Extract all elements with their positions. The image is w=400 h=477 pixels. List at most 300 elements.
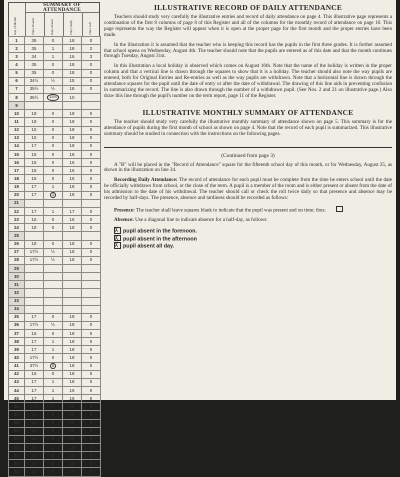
day-cell: 22	[9, 207, 25, 215]
value-cell: 17	[25, 191, 44, 199]
value-cell: 0	[82, 126, 101, 134]
value-cell: 0	[44, 419, 63, 427]
table-row	[9, 264, 101, 272]
continued-label: (Continued from page 3)	[221, 152, 275, 159]
value-cell: 0	[44, 175, 63, 183]
value-cell: 0	[44, 224, 63, 232]
day-cell: 19	[9, 183, 25, 191]
day-cell: 1	[9, 37, 25, 45]
continued-paragraph-1: A "B" will be placed in the "Record of Attendance" square for the fifteenth school day of this month, or for Wednesday, August 25, as shown in the illustration on line 34.	[104, 161, 392, 174]
day-cell: 28	[9, 256, 25, 264]
day-cell: 27	[9, 248, 25, 256]
table-row	[9, 289, 101, 297]
day-cell: 40	[9, 354, 25, 362]
day-cell: 32	[9, 289, 25, 297]
value-cell	[63, 273, 82, 281]
day-cell: 44	[9, 387, 25, 395]
header-present: Days Present	[31, 18, 35, 35]
value-cell	[25, 297, 44, 305]
table-row	[9, 150, 101, 158]
value-cell	[63, 102, 82, 110]
table-row	[9, 134, 101, 142]
day-cell: 48	[9, 419, 25, 427]
attendance-grid	[8, 36, 101, 477]
table-row	[9, 199, 101, 207]
value-cell: 2	[82, 45, 101, 53]
value-cell: 0	[44, 370, 63, 378]
value-cell: 0	[44, 150, 63, 158]
value-cell	[63, 264, 82, 272]
value-cell	[82, 93, 101, 101]
value-cell: 0	[82, 411, 101, 419]
value-cell: 18	[63, 411, 82, 419]
value-cell: 0	[82, 354, 101, 362]
value-cell: 0	[82, 403, 101, 411]
value-cell: 18	[63, 354, 82, 362]
value-cell: 18	[63, 427, 82, 435]
value-cell: 17	[25, 338, 44, 346]
value-cell: 35½	[25, 93, 44, 101]
value-cell: 18	[63, 126, 82, 134]
table-row	[9, 321, 101, 329]
value-cell: 17	[63, 207, 82, 215]
value-cell: ½	[44, 85, 63, 93]
day-cell: 9	[9, 102, 25, 110]
day-cell: 30	[9, 273, 25, 281]
table-row	[9, 110, 101, 118]
day-cell: 33	[9, 297, 25, 305]
value-cell: 16	[63, 167, 82, 175]
day-cell: 17	[9, 167, 25, 175]
value-cell: 18	[63, 419, 82, 427]
value-cell: 15	[63, 77, 82, 85]
table-row	[9, 240, 101, 248]
table-row	[9, 362, 101, 370]
day-cell: 5	[9, 69, 25, 77]
value-cell: 1	[44, 395, 63, 403]
value-cell	[44, 273, 63, 281]
table-row	[9, 444, 101, 452]
value-cell	[44, 232, 63, 240]
day-cell: 37	[9, 330, 25, 338]
value-cell: 0	[82, 167, 101, 175]
table-row	[9, 427, 101, 435]
value-cell: 17	[25, 313, 44, 321]
table-row	[9, 183, 101, 191]
value-cell: 10	[63, 93, 82, 101]
table-row	[9, 273, 101, 281]
value-cell: 0	[82, 313, 101, 321]
value-cell: 17½	[25, 256, 44, 264]
value-cell: 17½	[25, 354, 44, 362]
value-cell: 35	[25, 61, 44, 69]
table-row	[9, 93, 101, 101]
value-cell: 18	[63, 403, 82, 411]
value-cell: 1	[44, 183, 63, 191]
value-cell: 18	[63, 362, 82, 370]
diagonal-square-icon	[114, 235, 121, 242]
blank-square-icon	[336, 206, 343, 213]
value-cell: 0	[82, 61, 101, 69]
value-cell: 37½	[25, 362, 44, 370]
value-cell: 35	[25, 45, 44, 53]
table-row	[9, 53, 101, 61]
day-cell: 16	[9, 159, 25, 167]
day-cell: 41	[9, 362, 25, 370]
value-cell	[63, 281, 82, 289]
value-cell: 18	[63, 460, 82, 468]
header-tardy: Days Tardy	[69, 20, 73, 35]
value-cell: 2	[44, 411, 63, 419]
presence-lead: Presence:	[114, 207, 135, 214]
value-cell: 18	[63, 61, 82, 69]
legend-item: ╳pupil absent all day.	[104, 242, 392, 250]
value-cell	[44, 289, 63, 297]
header-absent: Days Absent	[50, 18, 54, 35]
value-cell: 0	[82, 85, 101, 93]
day-cell: 29	[9, 264, 25, 272]
day-cell: 35	[9, 313, 25, 321]
day-cell: 7	[9, 85, 25, 93]
value-cell: 16	[25, 419, 44, 427]
day-cell: 2	[9, 45, 25, 53]
value-cell	[63, 297, 82, 305]
value-cell: 0	[44, 167, 63, 175]
table-row	[9, 419, 101, 427]
table-row	[9, 207, 101, 215]
record-title: ILLUSTRATIVE RECORD OF DAILY ATTENDANCE	[153, 3, 343, 12]
value-cell: 0	[82, 175, 101, 183]
presence-text: The teacher shall leave squares blank to indicate that the pupil was present and on time; thus:	[134, 207, 326, 214]
day-cell: 13	[9, 134, 25, 142]
value-cell	[44, 93, 63, 101]
value-cell: 16	[25, 330, 44, 338]
value-cell	[82, 281, 101, 289]
value-cell: 18	[25, 110, 44, 118]
value-cell: 18	[63, 45, 82, 53]
absence-legend	[104, 227, 392, 250]
day-cell: 46	[9, 403, 25, 411]
day-cell: 23	[9, 216, 25, 224]
table-row	[9, 468, 101, 476]
day-cell: 8	[9, 93, 25, 101]
legend-item: ╳pupil absent in the forenoon.	[104, 227, 392, 235]
value-cell: 18	[63, 378, 82, 386]
value-cell: 18	[25, 118, 44, 126]
value-cell: 0	[82, 69, 101, 77]
value-cell	[25, 264, 44, 272]
table-row	[9, 354, 101, 362]
value-cell: 18	[63, 150, 82, 158]
table-row	[9, 403, 101, 411]
table-row	[9, 224, 101, 232]
value-cell: 0	[44, 330, 63, 338]
value-cell: 18	[63, 134, 82, 142]
table-row	[9, 281, 101, 289]
table-row	[9, 102, 101, 110]
value-cell: 18	[63, 110, 82, 118]
value-cell: 16	[63, 387, 82, 395]
circled-value: 5	[51, 362, 55, 368]
value-cell: 1	[44, 387, 63, 395]
table-row	[9, 85, 101, 93]
day-cell: 39	[9, 346, 25, 354]
value-cell	[44, 281, 63, 289]
value-cell	[63, 199, 82, 207]
value-cell	[44, 362, 63, 370]
value-cell	[25, 273, 44, 281]
value-cell: 0	[82, 321, 101, 329]
value-cell: 0	[44, 118, 63, 126]
value-cell: 0	[44, 216, 63, 224]
value-cell: 16	[25, 167, 44, 175]
value-cell	[44, 297, 63, 305]
record-paragraph-2: In the illustration it is assumed that the teacher who is keeping this record has the pupils in the first three grades. It is further assumed that school opens on Wednesday, August 4th. The teacher should note that the pupils are entered as of this date and that the month continues through Tuesday, August 31st.	[104, 41, 392, 60]
value-cell: 17	[25, 411, 44, 419]
day-cell: 15	[9, 150, 25, 158]
value-cell	[82, 289, 101, 297]
value-cell	[82, 264, 101, 272]
record-paragraph-3: In this illustration a local holiday is observed which comes on August 16th. Note that the name of the holiday is written in the proper column and that a vertical line is drawn through the squares to show that it is a holiday. The teacher should also note the way pupils are entered, both for Original Entries and Re-entries as well as the way pupils are withdrawn. Note that a horizontal line is drawn through the attendance squares for the pupil until the date of entry or after the date of withdrawal. The drawing of this line aids in preventing confusion in summarizing the record. The line is also drawn through the number of a withdrawn pupil. (See Nos. 2 and 21 on illustrative page.) Also draw this line through the pupil's number on the term report, page 11 of the Register.	[104, 63, 392, 99]
value-cell: 18	[63, 435, 82, 443]
value-cell: ½	[44, 321, 63, 329]
value-cell	[63, 305, 82, 313]
value-cell: 17	[25, 387, 44, 395]
value-cell: 16	[63, 216, 82, 224]
instructions-column	[104, 0, 392, 250]
day-cell: 50	[9, 435, 25, 443]
value-cell: 0	[82, 150, 101, 158]
value-cell: 16	[63, 468, 82, 476]
value-cell: 0	[82, 346, 101, 354]
value-cell: 16	[63, 53, 82, 61]
value-cell: 1	[44, 338, 63, 346]
value-cell: 17½	[25, 403, 44, 411]
value-cell: 16	[25, 150, 44, 158]
absence-text: Use a diagonal line to indicate absence for a half-day, as follows:	[133, 217, 268, 224]
value-cell: 16	[25, 175, 44, 183]
value-cell	[25, 305, 44, 313]
table-row	[9, 338, 101, 346]
day-cell: 45	[9, 395, 25, 403]
value-cell: 18	[63, 240, 82, 248]
value-cell: 0	[82, 330, 101, 338]
value-cell: 0	[82, 362, 101, 370]
value-cell: 18	[63, 321, 82, 329]
table-row	[9, 378, 101, 386]
value-cell: 0	[82, 370, 101, 378]
absence-paragraph	[104, 218, 392, 224]
table-row	[9, 330, 101, 338]
value-cell: 1	[44, 53, 63, 61]
table-row	[9, 69, 101, 77]
value-cell: 16	[25, 435, 44, 443]
day-cell: 11	[9, 118, 25, 126]
value-cell: 18	[63, 444, 82, 452]
value-cell: 0	[82, 378, 101, 386]
value-cell: 0	[82, 216, 101, 224]
value-cell: 18	[63, 85, 82, 93]
value-cell: 0	[44, 134, 63, 142]
day-cell: 10	[9, 110, 25, 118]
value-cell: 17	[25, 444, 44, 452]
table-row	[9, 77, 101, 85]
value-cell	[25, 232, 44, 240]
value-cell: 0	[82, 37, 101, 45]
table-row	[9, 126, 101, 134]
day-cell: 25	[9, 232, 25, 240]
value-cell: 18	[63, 313, 82, 321]
table-row	[9, 460, 101, 468]
value-cell: 17	[25, 183, 44, 191]
value-cell: 0	[82, 191, 101, 199]
value-cell	[25, 199, 44, 207]
day-cell: 6	[9, 77, 25, 85]
circled-value: 3	[51, 192, 55, 198]
value-cell: 0	[44, 240, 63, 248]
value-cell	[25, 289, 44, 297]
header-day: Day of Month	[13, 16, 17, 35]
value-cell: 0	[44, 468, 63, 476]
value-cell: 17½	[25, 248, 44, 256]
value-cell: 17	[25, 378, 44, 386]
value-cell: 16	[25, 370, 44, 378]
table-row	[9, 387, 101, 395]
value-cell: 15	[25, 134, 44, 142]
register-page	[4, 0, 396, 475]
value-cell	[63, 289, 82, 297]
value-cell: 16	[63, 159, 82, 167]
value-cell	[44, 102, 63, 110]
day-cell: 43	[9, 378, 25, 386]
recording-paragraph	[104, 178, 392, 202]
table-row	[9, 216, 101, 224]
value-cell: 0	[82, 77, 101, 85]
monthly-title: ILLUSTRATIVE MONTHLY SUMMARY OF ATTENDANCE	[142, 107, 354, 117]
value-cell: 18	[63, 224, 82, 232]
value-cell: 0	[44, 159, 63, 167]
value-cell: 1	[44, 378, 63, 386]
day-cell: 24	[9, 224, 25, 232]
day-cell: 21	[9, 199, 25, 207]
recording-lead: Recording Daily Attendance:	[114, 177, 178, 184]
value-cell: 0	[82, 134, 101, 142]
value-cell: 0	[44, 126, 63, 134]
value-cell: 0	[82, 118, 101, 126]
table-row	[9, 395, 101, 403]
value-cell: 0	[82, 256, 101, 264]
record-paragraph-1: Teachers should study very carefully the illustrative entries and record of daily attendance on page 4. This illustrative page represents a continuation of the first 8 columns of page 8 of this Register and all of the columns for the monthly record of attendance on page 10. This page represents the way the Register will appear when it is open at the proper page for the first month and the proper entries have been made.	[104, 14, 392, 38]
day-cell: 36	[9, 321, 25, 329]
table-row	[9, 411, 101, 419]
value-cell: 0	[82, 338, 101, 346]
table-row	[9, 248, 101, 256]
value-cell: 0	[44, 460, 63, 468]
value-cell: ½	[44, 248, 63, 256]
value-cell: 0	[44, 313, 63, 321]
absence-lead: Absence:	[114, 217, 134, 224]
value-cell: 0	[44, 37, 63, 45]
value-cell: 18	[25, 224, 44, 232]
table-row	[9, 118, 101, 126]
value-cell: 18	[63, 142, 82, 150]
value-cell: 34½	[25, 77, 44, 85]
table-row	[9, 313, 101, 321]
value-cell: 35	[25, 37, 44, 45]
attendance-summary-table	[8, 2, 100, 477]
value-cell: 18	[63, 183, 82, 191]
table-header	[8, 2, 100, 36]
value-cell: 0	[82, 159, 101, 167]
value-cell: 18	[63, 191, 82, 199]
value-cell: 0	[82, 452, 101, 460]
day-cell: 31	[9, 281, 25, 289]
value-cell: 18	[63, 248, 82, 256]
table-row	[9, 175, 101, 183]
value-cell: 0	[82, 427, 101, 435]
value-cell: 0	[82, 387, 101, 395]
legend-item: ╳pupil absent in the afternoon	[104, 235, 392, 243]
value-cell	[82, 102, 101, 110]
value-cell: 0	[44, 142, 63, 150]
value-cell: 18	[25, 240, 44, 248]
value-cell: 0	[82, 468, 101, 476]
value-cell: 18	[63, 69, 82, 77]
value-cell: 18	[25, 460, 44, 468]
value-cell: 0	[44, 435, 63, 443]
day-cell: 4	[9, 61, 25, 69]
table-row	[9, 61, 101, 69]
day-cell: 42	[9, 370, 25, 378]
value-cell	[82, 199, 101, 207]
value-cell: 35	[25, 69, 44, 77]
day-cell: 34	[9, 305, 25, 313]
table-row	[9, 435, 101, 443]
value-cell: 18	[63, 256, 82, 264]
value-cell: 18	[63, 118, 82, 126]
table-row	[9, 452, 101, 460]
value-cell: 17	[25, 346, 44, 354]
value-cell	[44, 199, 63, 207]
value-cell	[44, 264, 63, 272]
value-cell: 1	[44, 207, 63, 215]
value-cell: 18	[63, 338, 82, 346]
value-cell: 1	[44, 346, 63, 354]
value-cell: 16	[25, 427, 44, 435]
value-cell: ½	[44, 77, 63, 85]
day-cell: 52	[9, 452, 25, 460]
value-cell: 0	[82, 395, 101, 403]
table-row	[9, 142, 101, 150]
value-cell: 18	[63, 370, 82, 378]
table-row	[9, 297, 101, 305]
value-cell: 17	[25, 395, 44, 403]
value-cell: 0	[44, 427, 63, 435]
day-cell: 18	[9, 175, 25, 183]
table-row	[9, 167, 101, 175]
day-cell: 47	[9, 411, 25, 419]
value-cell: 0	[82, 248, 101, 256]
value-cell: 17	[25, 142, 44, 150]
value-cell: 0	[82, 419, 101, 427]
table-title: SUMMARY OF ATTENDANCE	[43, 2, 81, 13]
value-cell: 17	[25, 207, 44, 215]
table-row	[9, 159, 101, 167]
value-cell: 16	[25, 159, 44, 167]
value-cell: 0	[44, 69, 63, 77]
day-cell: 51	[9, 444, 25, 452]
day-cell: 26	[9, 240, 25, 248]
